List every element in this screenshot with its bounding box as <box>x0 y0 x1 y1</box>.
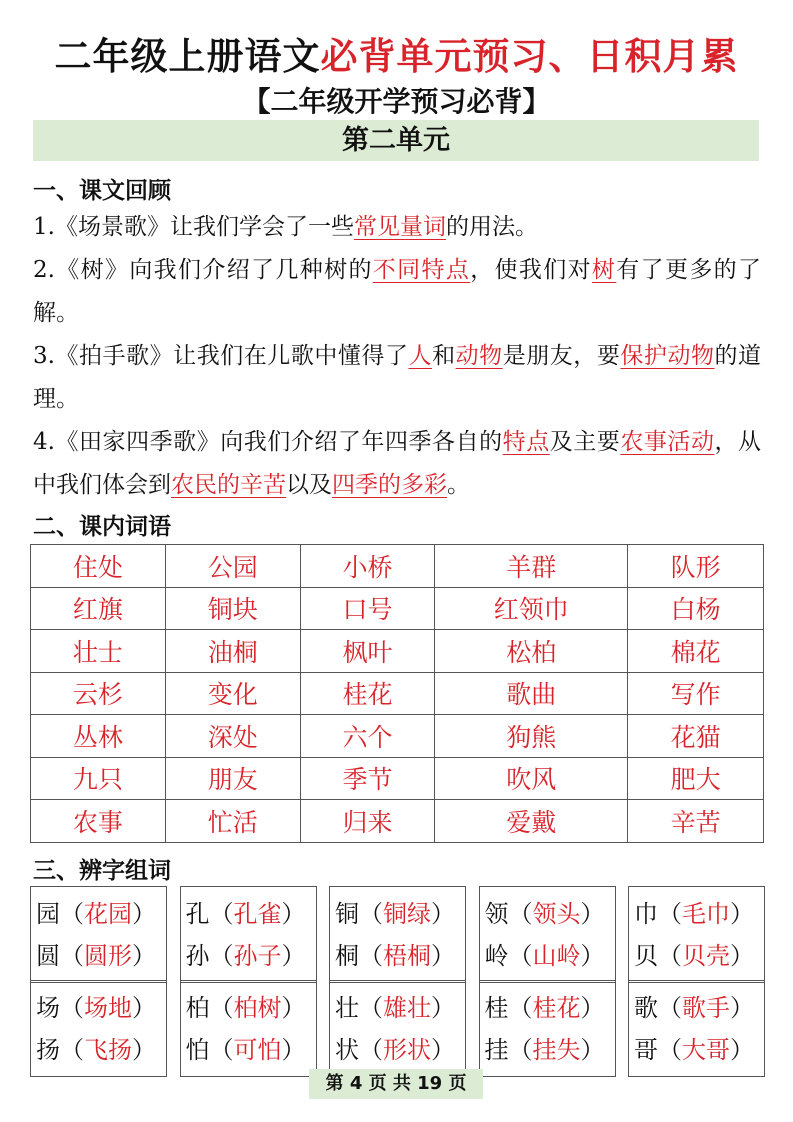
close-paren: ） <box>730 1036 754 1064</box>
vocab-word: 红旗 <box>31 587 166 630</box>
review-text: 及主要 <box>549 429 621 455</box>
word: 飞扬 <box>84 1036 132 1064</box>
char-pair <box>36 935 166 977</box>
table-row <box>31 630 764 673</box>
vocab-word: 吹风 <box>435 757 628 800</box>
title-black: 二年级上册语文 <box>54 35 321 78</box>
page-number: 第 4 页 共 19 页 <box>309 1069 483 1099</box>
close-paren: ） <box>132 1036 156 1064</box>
word: 可怕 <box>233 1036 282 1064</box>
open-paren: （ <box>60 900 84 928</box>
char-pair <box>634 935 764 977</box>
open-paren: （ <box>60 942 84 970</box>
open-paren: （ <box>209 900 234 928</box>
char: 巾 <box>634 900 658 928</box>
open-paren: （ <box>359 900 383 928</box>
char-group <box>479 980 616 1077</box>
key-phrase: 特点 <box>502 429 550 455</box>
char: 壮 <box>335 994 359 1022</box>
open-paren: （ <box>359 1036 383 1064</box>
key-phrase: 常见量词 <box>353 214 446 240</box>
open-paren: （ <box>658 1036 682 1064</box>
close-paren: ） <box>281 994 306 1022</box>
table-row <box>31 757 764 800</box>
review-text: 3.《拍手歌》让我们在儿歌中懂得了 <box>33 343 409 369</box>
char-group-row-2 <box>30 980 765 1077</box>
key-phrase: 人 <box>408 343 433 369</box>
char-group <box>180 886 317 983</box>
close-paren: ） <box>730 994 754 1022</box>
close-paren: ） <box>580 994 605 1022</box>
char-pair <box>186 893 316 935</box>
open-paren: （ <box>508 942 533 970</box>
char: 领 <box>484 900 509 928</box>
vocab-word: 花猫 <box>628 715 764 758</box>
char-group <box>479 886 616 983</box>
word: 孔雀 <box>233 900 282 928</box>
open-paren: （ <box>658 994 682 1022</box>
vocab-word: 朋友 <box>165 757 300 800</box>
vocab-word: 口号 <box>300 587 435 630</box>
vocab-word: 住处 <box>31 545 166 588</box>
word: 花园 <box>84 900 132 928</box>
char: 歌 <box>634 994 658 1022</box>
key-phrase: 保护动物 <box>620 343 715 369</box>
review-text: 1.《场景歌》让我们学会了一些 <box>33 214 354 240</box>
key-phrase: 四季的多彩 <box>332 472 447 498</box>
vocab-word: 油桐 <box>165 630 300 673</box>
vocab-word: 铜块 <box>165 587 300 630</box>
char-pair <box>485 935 615 977</box>
char-group <box>329 886 466 983</box>
review-text: 有了更多的了解。 <box>33 257 762 326</box>
vocab-word: 农事 <box>31 800 166 843</box>
char-pair <box>36 987 166 1029</box>
char: 桐 <box>335 942 359 970</box>
section-distinguish-heading: 三、辨字组词 <box>33 858 171 884</box>
char-pair <box>335 1029 465 1071</box>
key-phrase: 树 <box>591 257 617 283</box>
review-text: 和 <box>432 343 456 369</box>
word: 梧桐 <box>383 942 431 970</box>
vocab-word: 爱戴 <box>435 800 628 843</box>
char: 柏 <box>185 994 210 1022</box>
open-paren: （ <box>60 994 84 1022</box>
word: 挂失 <box>532 1036 581 1064</box>
close-paren: ） <box>431 994 455 1022</box>
char-pair <box>186 987 316 1029</box>
vocab-word: 红领巾 <box>435 587 628 630</box>
vocab-table <box>30 544 764 843</box>
char: 扬 <box>36 1036 60 1064</box>
char-group <box>628 886 765 983</box>
section-vocab-heading: 二、课内词语 <box>33 514 171 540</box>
vocab-word: 季节 <box>300 757 435 800</box>
vocab-word: 公园 <box>165 545 300 588</box>
review-text: 是朋友，要 <box>502 343 621 369</box>
close-paren: ） <box>132 900 156 928</box>
word: 圆形 <box>84 942 132 970</box>
page-title <box>0 26 793 80</box>
char-group <box>30 980 167 1077</box>
vocab-word: 六个 <box>300 715 435 758</box>
table-row <box>31 715 764 758</box>
open-paren: （ <box>209 1036 234 1064</box>
word: 场地 <box>84 994 132 1022</box>
key-phrase: 农事活动 <box>620 429 715 455</box>
char-pair <box>36 1029 166 1071</box>
word: 孙子 <box>233 942 282 970</box>
char-pair <box>634 987 764 1029</box>
close-paren: ） <box>730 942 754 970</box>
char: 园 <box>36 900 60 928</box>
word: 领头 <box>532 900 581 928</box>
vocab-word: 丛林 <box>31 715 166 758</box>
char: 孙 <box>185 942 210 970</box>
char-pair <box>335 987 465 1029</box>
char: 桂 <box>484 994 509 1022</box>
char-group <box>329 980 466 1077</box>
char-group <box>30 886 167 983</box>
vocab-word: 歌曲 <box>435 672 628 715</box>
open-paren: （ <box>658 900 682 928</box>
char-pair <box>186 935 316 977</box>
review-text: 的道理。 <box>33 343 762 412</box>
key-phrase: 不同特点 <box>372 257 471 283</box>
char: 贝 <box>634 942 658 970</box>
key-phrase: 农民的辛苦 <box>171 472 286 498</box>
char-pair <box>186 1029 316 1071</box>
word: 歌手 <box>682 994 730 1022</box>
char: 岭 <box>484 942 509 970</box>
vocab-word: 肥大 <box>628 757 764 800</box>
vocab-word: 白杨 <box>628 587 764 630</box>
word: 山岭 <box>532 942 581 970</box>
open-paren: （ <box>508 994 533 1022</box>
review-text: 。 <box>447 472 470 498</box>
close-paren: ） <box>281 1036 306 1064</box>
char-pair <box>485 893 615 935</box>
open-paren: （ <box>658 942 682 970</box>
char-group <box>180 980 317 1077</box>
section-review-heading: 一、课文回顾 <box>33 178 171 204</box>
vocab-word: 棉花 <box>628 630 764 673</box>
vocab-word: 变化 <box>165 672 300 715</box>
char-pair <box>485 1029 615 1071</box>
vocab-word: 枫叶 <box>300 630 435 673</box>
char: 场 <box>36 994 60 1022</box>
vocab-word: 忙活 <box>165 800 300 843</box>
char: 圆 <box>36 942 60 970</box>
key-phrase: 动物 <box>455 343 503 369</box>
char-pair <box>36 893 166 935</box>
review-text: 的用法。 <box>445 214 538 240</box>
word: 雄壮 <box>383 994 431 1022</box>
review-text: ，从中我们体会到 <box>33 429 762 498</box>
close-paren: ） <box>431 900 455 928</box>
char: 铜 <box>335 900 359 928</box>
review-item <box>33 421 761 507</box>
review-item <box>33 249 761 335</box>
char: 状 <box>335 1036 359 1064</box>
close-paren: ） <box>132 942 156 970</box>
vocab-word: 小桥 <box>300 545 435 588</box>
open-paren: （ <box>359 994 383 1022</box>
close-paren: ） <box>580 942 605 970</box>
open-paren: （ <box>209 942 234 970</box>
open-paren: （ <box>209 994 234 1022</box>
close-paren: ） <box>281 942 306 970</box>
close-paren: ） <box>580 1036 605 1064</box>
close-paren: ） <box>580 900 605 928</box>
word: 贝壳 <box>682 942 730 970</box>
close-paren: ） <box>431 1036 455 1064</box>
table-row <box>31 672 764 715</box>
vocab-word: 狗熊 <box>435 715 628 758</box>
open-paren: （ <box>508 1036 533 1064</box>
close-paren: ） <box>431 942 455 970</box>
vocab-word: 深处 <box>165 715 300 758</box>
unit-heading: 第二单元 <box>33 120 759 161</box>
word: 桂花 <box>532 994 581 1022</box>
word: 形状 <box>383 1036 431 1064</box>
vocab-word: 松柏 <box>435 630 628 673</box>
char-pair <box>335 935 465 977</box>
open-paren: （ <box>60 1036 84 1064</box>
word: 柏树 <box>233 994 282 1022</box>
vocab-word: 队形 <box>628 545 764 588</box>
close-paren: ） <box>730 900 754 928</box>
review-item <box>33 206 761 249</box>
char: 哥 <box>634 1036 658 1064</box>
review-text: 以及 <box>286 472 332 498</box>
table-row <box>31 800 764 843</box>
char-pair <box>634 1029 764 1071</box>
subtitle: 【二年级开学预习必背】 <box>242 85 551 118</box>
char-pair <box>634 893 764 935</box>
close-paren: ） <box>281 900 306 928</box>
vocab-word: 写作 <box>628 672 764 715</box>
vocab-word: 九只 <box>31 757 166 800</box>
char: 挂 <box>484 1036 509 1064</box>
title-red: 必背单元预习、日积月累 <box>320 35 739 78</box>
vocab-word: 壮士 <box>31 630 166 673</box>
char: 孔 <box>185 900 210 928</box>
close-paren: ） <box>132 994 156 1022</box>
review-text: ，使我们对 <box>470 257 592 283</box>
char-pair <box>335 893 465 935</box>
vocab-word: 云杉 <box>31 672 166 715</box>
review-item <box>33 335 761 421</box>
open-paren: （ <box>359 942 383 970</box>
vocab-word: 桂花 <box>300 672 435 715</box>
table-row <box>31 545 764 588</box>
char-pair <box>485 987 615 1029</box>
char-group <box>628 980 765 1077</box>
word: 铜绿 <box>383 900 431 928</box>
lesson-review <box>33 206 761 507</box>
char: 怕 <box>185 1036 210 1064</box>
vocab-word: 羊群 <box>435 545 628 588</box>
word: 大哥 <box>682 1036 730 1064</box>
review-text: 2.《树》向我们介绍了几种树的 <box>33 257 373 283</box>
review-text: 4.《田家四季歌》向我们介绍了年四季各自的 <box>33 429 503 455</box>
open-paren: （ <box>508 900 533 928</box>
vocab-word: 辛苦 <box>628 800 764 843</box>
char-group-row-1 <box>30 886 765 983</box>
vocab-word: 归来 <box>300 800 435 843</box>
table-row <box>31 587 764 630</box>
word: 毛巾 <box>682 900 730 928</box>
